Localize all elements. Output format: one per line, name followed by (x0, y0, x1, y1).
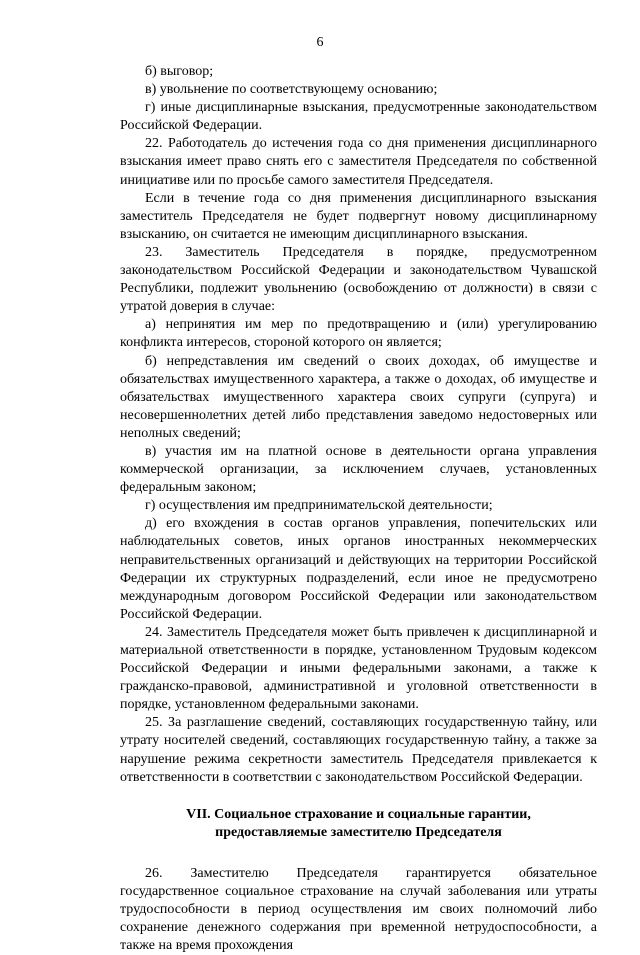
paragraph-23: 23. Заместитель Председателя в порядке, предусмотренном законодательством Российской Федерации и законодательством Чувашской Республики, подлежит увольнению (освобождению от должности) в связи с утратой доверия в случае: (120, 244, 597, 315)
section-heading (120, 806, 597, 842)
paragraph-23-b: б) непредставления им сведений о своих доходах, об имуществе и обязательствах имущественного характера, а также о доходах, об имуществе и обязательствах имущественного характера своих супруги (супруга) и несовершеннолетних детей либо представления заведомо недостоверных или неполных сведений; (120, 353, 597, 441)
paragraph-23-d: д) его вхождения в состав органов управления, попечительских или наблюдательных советов, иных органов иностранных некоммерческих неправительственных организаций и действующих на территории Российской Федерации их структурных подразделений, если иное не предусмотрено международным договором Российской Федерации или законодательством Российской Федерации. (120, 516, 597, 622)
paragraph-26: 26. Заместителю Председателя гарантируется обязательное государственное социальное страхование на случай заболевания или утраты трудоспособности в период осуществления им своих полномочий либо сохранение денежного содержания при временной нетрудоспособности, а также на время прохождения (120, 865, 597, 954)
paragraph-b-reprimand: б) выговор; (145, 64, 214, 79)
section-heading-line-1: VII. Социальное страхование и социальные гарантии, (186, 806, 531, 822)
paragraph-23-g: г) осуществления им предпринимательской деятельности; (145, 498, 493, 514)
paragraph-v-dismissal: в) увольнение по соответствующему основанию; (145, 82, 438, 98)
document-body (120, 63, 597, 955)
paragraph-23-v: в) участия им на платной основе в деятельности органа управления коммерческой организации, за исключением случаев, установленных федеральным законом; (120, 443, 597, 496)
section-heading-line-2: предоставляемые заместителю Председателя (215, 824, 502, 840)
paragraph-24: 24. Заместитель Председателя может быть привлечен к дисциплинарной и материальной ответственности в порядке, установленном Трудовым кодексом Российской Федерации и иными федеральными законами, а также к гражданско-правовой, административной и уголовной ответственности в порядке, установленном федеральными законами. (120, 624, 597, 713)
paragraph-23-a: а) непринятия им мер по предотвращению и (или) урегулированию конфликта интересов, стороной которого он является; (120, 317, 597, 351)
page-number: 6 (316, 35, 324, 50)
paragraph-25: 25. За разглашение сведений, составляющих государственную тайну, или утрату носителей сведений, составляющих государственную тайну, а также за нарушение режима секретности заместитель Председателя привлекается к ответственности в соответствии с законодательством Российской Федерации. (120, 715, 597, 785)
paragraph-22-continued: Если в течение года со дня применения дисциплинарного взыскания заместитель Председателя не будет подвергнут новому дисциплинарному взысканию, он считается не имеющим дисциплинарного взыскания. (120, 190, 597, 242)
paragraph-22: 22. Работодатель до истечения года со дня применения дисциплинарного взыскания имеет право снять его с заместителя Председателя по собственной инициативе или по просьбе самого заместителя Председателя. (120, 136, 597, 188)
paragraph-g-other-penalties: г) иные дисциплинарные взыскания, предусмотренные законодательством Российской Федерации. (120, 100, 597, 134)
